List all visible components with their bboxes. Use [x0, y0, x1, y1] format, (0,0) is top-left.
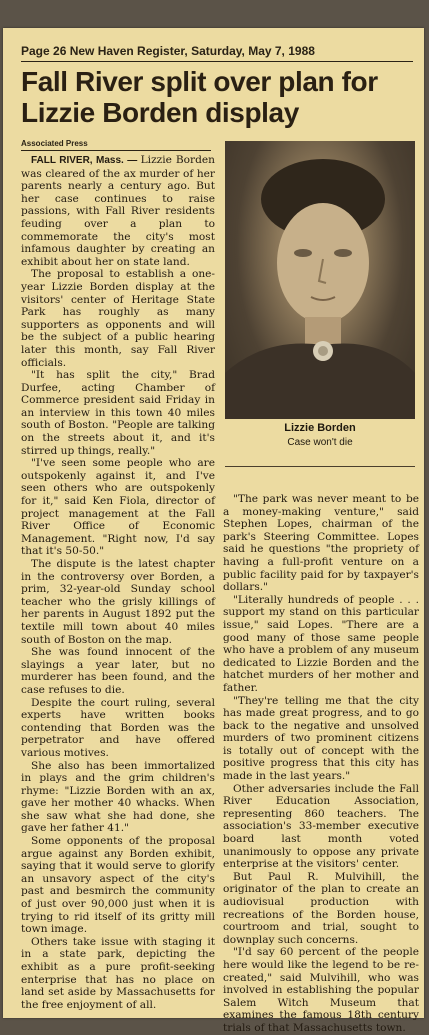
headline: Fall River split over plan for Lizzie Borden display — [21, 66, 378, 128]
paragraph: "Literally hundreds of people . . . support my stand on this particular issue," said Lopes. "There are a good many of those same people who have a problem of any museum dedicated to Lizzie Borden and the hatchet murders of her mother and father. — [223, 593, 419, 694]
article-column-1 — [21, 154, 215, 1011]
paragraph: Other adversaries include the Fall River Education Association, representing 860 teachers. The association's 33-member executive board last month voted unanimously to oppose any private enterprise at the visitors' center. — [223, 782, 419, 871]
dateline: Page 26 New Haven Register, Saturday, May 7, 1988 — [21, 44, 413, 62]
lead-dateline: FALL RIVER, Mass. — — [31, 155, 141, 166]
portrait-illustration — [225, 141, 415, 419]
newspaper-clipping — [3, 28, 424, 1034]
paragraph: Some opponents of the proposal argue against any Borden exhibit, saying that it would serve to glorify an unsavory aspect of the city's past and besmirch the community of just over 90,000 just when it is trying to rid itself of its gritty mill town image. — [21, 835, 215, 936]
paragraph: She also has been immortalized in plays and the grim children's rhyme: "Lizzie Borden with an ax, gave her mother 40 whacks. When she saw what she had done, she gave her father 41." — [21, 759, 215, 835]
byline: Associated Press — [21, 139, 211, 151]
photo-caption-name: Lizzie Borden — [284, 422, 356, 434]
paragraph: "It has split the city," Brad Durfee, acting Chamber of Commerce president said Friday in an interview in this town 40 miles south of Boston. "People are talking on the streets about it, and it's stirred up things, really." — [21, 369, 215, 457]
paragraph: "They're telling me that the city has made great progress, and to go back to the negative and unsolved murders of two prominent citizens is totally out of concept with the positive progress that this city has made in the last years." — [223, 694, 419, 783]
paragraph: "I've seen some people who are outspokenly against it, and I've seen others who are outspokenly for it," said Ken Fiola, director of project management at the Fall River Office of Economic Management. "Right now, I'd say that it's 50-50." — [21, 457, 215, 558]
paragraph: Others take issue with staging it in a state park, depicting the exhibit as a pure profit-seeking enterprise that has no place on land set aside by Massachusetts for the free enjoyment of all. — [21, 935, 215, 1011]
paragraph: But Paul R. Mulvihill, the originator of the plan to create an audiovisual production with recreations of the Borden house, courtroom and trial, sought to downplay such concerns. — [223, 870, 419, 946]
portrait-photo — [225, 141, 415, 419]
paragraph: The dispute is the latest chapter in the controversy over Borden, a prim, 32-year-old Sunday school teacher who the grisly killings of her parents in August 1892 put the textile mill town about 40 miles south of Boston on the map. — [21, 558, 215, 646]
caption-divider — [225, 466, 415, 467]
photo-caption-subtitle: Case won't die — [287, 437, 353, 448]
paragraph: Despite the court ruling, several experts have written books contending that Borden was the perpetrator and have offered various motives. — [21, 696, 215, 759]
paragraph: She was found innocent of the slayings a year later, but no murderer has been found, and the case refuses to die. — [21, 646, 215, 696]
paragraph: "I'd say 60 percent of the people here would like the legend to be re-created," said Mulvihill, who was involved in establishing the popular Salem Witch Museum that examines the famous 18th century trials of that Massachusetts town. — [223, 946, 419, 1034]
paragraph: "The park was never meant to be a money-making venture," said Stephen Lopes, chairman of the park's Steering Committee. Lopes said he questions "the propriety of having a full-profit venture on a public facility paid for by taxpayer's dollars." — [223, 493, 419, 594]
paragraph: The proposal to establish a one-year Lizzie Borden display at the visitors' center of Heritage State Park has roughly as many supporters as opponents and will be the subject of a public hearing later this month, say Fall River officials. — [21, 268, 215, 369]
article-column-2 — [223, 493, 419, 1035]
lead-paragraph: FALL RIVER, Mass. — Lizzie Borden was cleared of the ax murder of her parents nearly a century ago. But her case continues to raise passions, with Fall River residents feuding over a plan to commemorate the city's most infamous daughter by creating an exhibit about her on state land. — [21, 154, 215, 268]
